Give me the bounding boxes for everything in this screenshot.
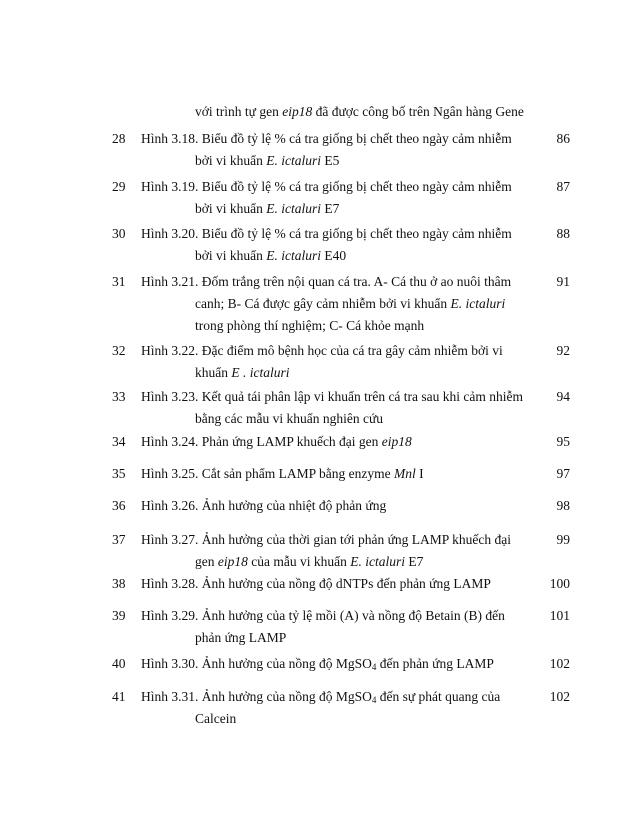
entry-caption-cont: phản ứng LAMP: [195, 630, 287, 645]
entry-number: 35: [112, 466, 126, 481]
entry-page: 101: [549, 608, 570, 623]
entry-number: 33: [112, 389, 126, 404]
entry-number: 40: [112, 656, 126, 671]
entry-number: 41: [112, 689, 126, 704]
entry-caption: Hình 3.28. Ảnh hưởng của nồng độ dNTPs đến phản ứng LAMP: [141, 576, 491, 591]
entry-number: 39: [112, 608, 126, 623]
entry-caption: Hình 3.21. Đốm trắng trên nội quan cá tra. A- Cá thu ở ao nuôi thâm: [141, 274, 512, 289]
entry-page: 92: [556, 343, 570, 358]
entry-caption: Hình 3.24. Phản ứng LAMP khuếch đại gen eip18: [141, 434, 412, 449]
entry-page: 100: [549, 576, 570, 591]
entry-caption-cont: Calcein: [195, 711, 237, 726]
entry-page: 102: [549, 689, 570, 704]
entry-caption: Hình 3.25. Cắt sản phẩm LAMP bằng enzyme Mnl I: [141, 466, 424, 481]
entry-caption-cont: khuẩn E . ictaluri: [195, 365, 290, 380]
gene-name: eip18: [282, 104, 313, 119]
entry-number: 28: [112, 131, 126, 146]
entry-number: 30: [112, 226, 126, 241]
entry-page: 97: [556, 466, 570, 481]
entry-page: 86: [556, 131, 570, 146]
entry-caption: Hình 3.23. Kết quả tái phân lập vi khuẩn trên cá tra sau khi cảm nhiễm: [141, 389, 524, 404]
continuation-line: [195, 103, 524, 121]
entry-number: 38: [112, 576, 126, 591]
entry-number: 32: [112, 343, 126, 358]
entry-page: 99: [556, 532, 570, 547]
entry-number: 34: [112, 434, 126, 449]
entry-caption-cont: trong phòng thí nghiệm; C- Cá khỏe mạnh: [195, 318, 425, 333]
entry-caption-cont: gen eip18 của mẫu vi khuẩn E. ictaluri E7: [195, 554, 424, 569]
entry-number: 36: [112, 498, 126, 513]
entry-caption-cont: bởi vi khuẩn E. ictaluri E40: [195, 248, 347, 263]
entry-caption: Hình 3.19. Biểu đồ tỷ lệ % cá tra giống bị chết theo ngày cảm nhiễm: [141, 179, 512, 194]
entry-page: 88: [556, 226, 570, 241]
entry-page: 94: [556, 389, 570, 404]
entry-page: 95: [556, 434, 570, 449]
entry-caption-cont: bởi vi khuẩn E. ictaluri E7: [195, 201, 340, 216]
entry-caption-cont: canh; B- Cá được gây cảm nhiễm bởi vi khuẩn E. ictaluri: [195, 296, 506, 311]
entry-number: 37: [112, 532, 126, 547]
entry-page: 87: [556, 179, 570, 194]
entry-caption: Hình 3.26. Ảnh hưởng của nhiệt độ phản ứng: [141, 498, 387, 513]
entry-caption: Hình 3.18. Biểu đồ tỷ lệ % cá tra giống bị chết theo ngày cảm nhiễm: [141, 131, 512, 146]
entry-caption-cont: bằng các mẫu vi khuẩn nghiên cứu: [195, 411, 384, 426]
entry-number: 31: [112, 274, 126, 289]
entry-caption: Hình 3.29. Ảnh hưởng của tỷ lệ mồi (A) và nồng độ Betain (B) đến: [141, 608, 505, 623]
entry-page: 102: [549, 656, 570, 671]
entry-caption: Hình 3.22. Đặc điểm mô bệnh học của cá tra gây cảm nhiễm bởi vi: [141, 343, 503, 358]
entry-page: 98: [556, 498, 570, 513]
entry-caption: Hình 3.30. Ảnh hưởng của nồng độ MgSO$_4$ đến phản ứng LAMP: [141, 656, 494, 672]
entry-number: 29: [112, 179, 126, 194]
entry-page: 91: [556, 274, 570, 289]
entry-caption: Hình 3.20. Biểu đồ tỷ lệ % cá tra giống bị chết theo ngày cảm nhiễm: [141, 226, 512, 241]
text: đã được công bố trên Ngân hàng Gene: [312, 104, 524, 119]
entry-caption-cont: bởi vi khuẩn E. ictaluri E5: [195, 153, 340, 168]
entry-caption: Hình 3.31. Ảnh hưởng của nồng độ MgSO$_4$ đến sự phát quang của: [141, 689, 501, 705]
text: với trình tự gen: [195, 104, 283, 119]
entry-caption: Hình 3.27. Ảnh hưởng của thời gian tới phản ứng LAMP khuếch đại: [141, 532, 512, 547]
